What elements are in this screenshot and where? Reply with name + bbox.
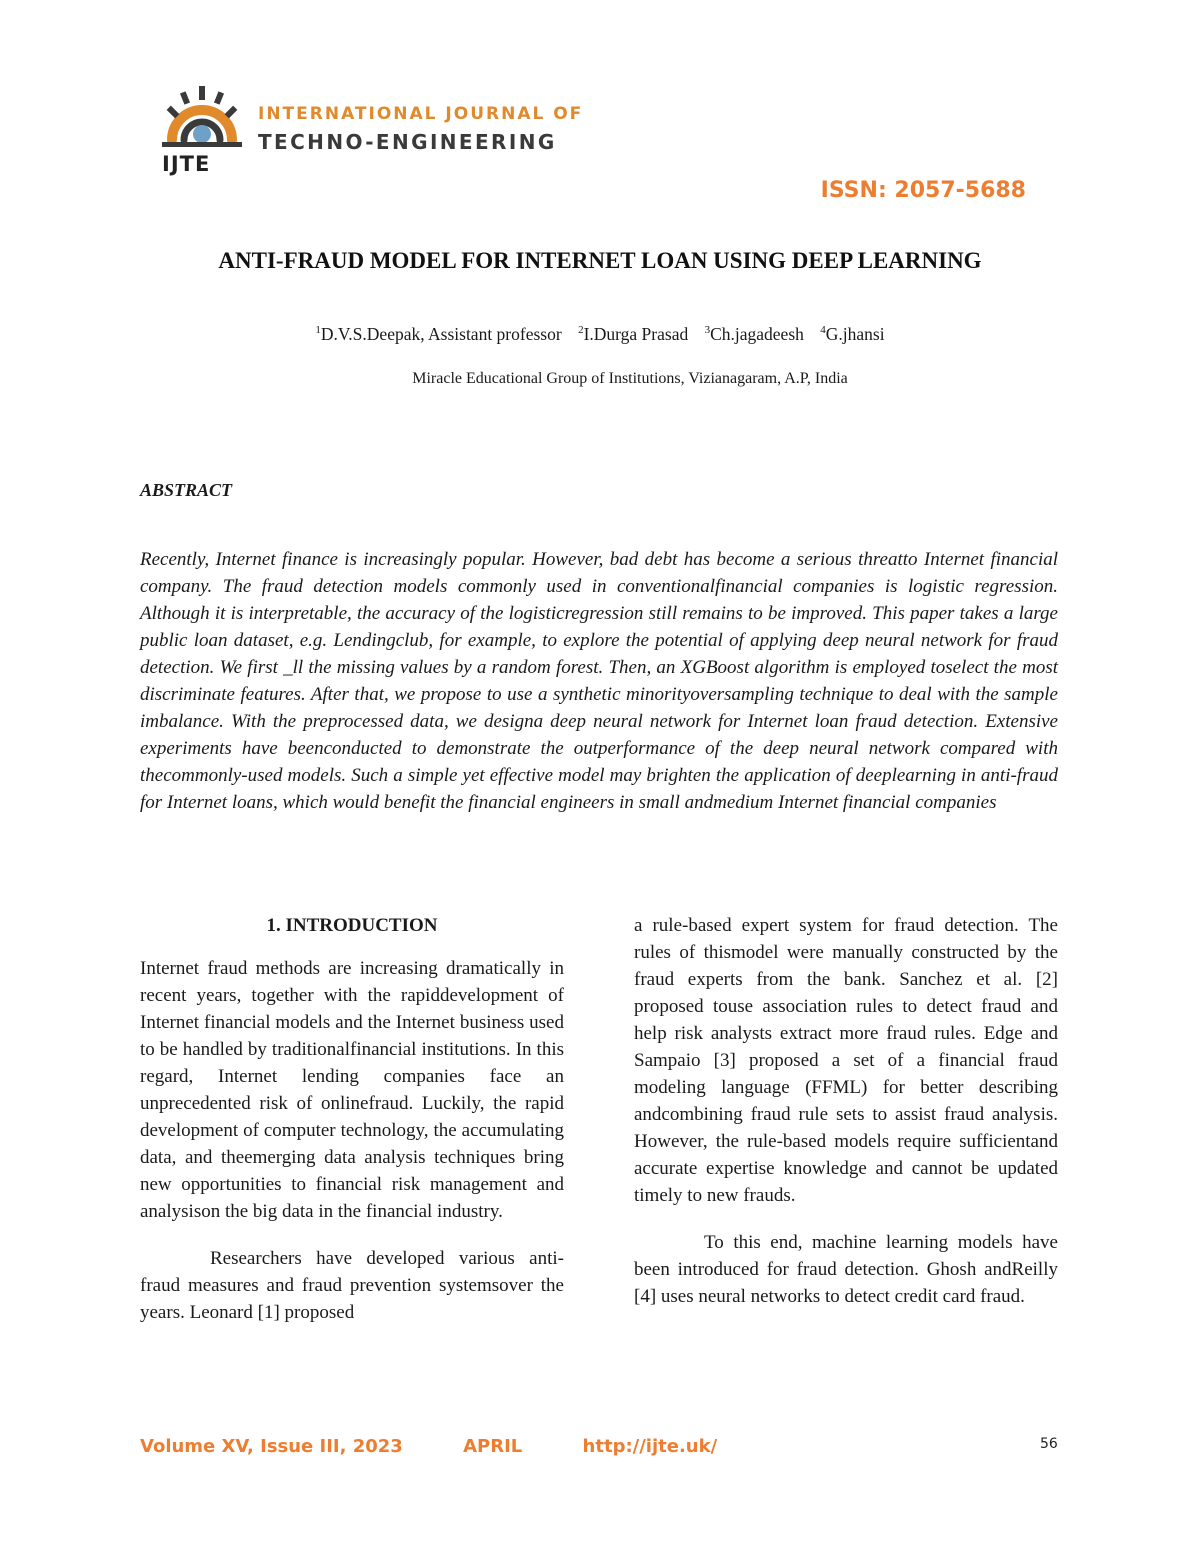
journal-logo: [150, 82, 590, 182]
author-4: $^4$G.jhansi: [820, 324, 885, 344]
paragraph: a rule-based expert system for fraud detection. The rules of thismodel were manually constructed by the fraud experts from the bank. Sanchez et al. [2] proposed touse association rules to detect fraud and help risk analysts extract more fraud rules. Edge and Sampaio [3] proposed a set of a financial fraud modeling language (FFML) for better describing andcombining fraud rule sets to assist fraud analysis. However, the rule-based models require sufficientand accurate expertise knowledge and cannot be updated timely to new frauds.: [634, 915, 1058, 1206]
paragraph: To this end, machine learning models have been introduced for fraud detection. Ghosh andReilly [4] uses neural networks to detect credit card fraud.: [634, 1232, 1058, 1307]
page-number: 56: [1040, 1436, 1058, 1452]
section-heading-introduction: 1. INTRODUCTION: [266, 915, 438, 936]
journal-name-line-1: INTERNATIONAL JOURNAL OF: [258, 104, 584, 124]
journal-abbreviation: IJTE: [162, 152, 211, 176]
author-list: [0, 324, 1200, 345]
paper-title: ANTI-FRAUD MODEL FOR INTERNET LOAN USING DEEP LEARNING: [218, 248, 982, 273]
journal-emblem-icon: [158, 82, 246, 152]
issn-label: ISSN: 2057-5688: [820, 178, 1026, 203]
author-1: $^1$D.V.S.Deepak, Assistant professor: [315, 324, 562, 344]
author-affiliation: Miracle Educational Group of Institutions, Vizianagaram, A.P, India: [412, 370, 848, 387]
body-column-right: [634, 912, 1058, 1310]
footer-month: APRIL: [463, 1436, 523, 1457]
author-3: $^3$Ch.jagadeesh: [704, 324, 804, 344]
journal-name-line-2: TECHNO-ENGINEERING: [258, 130, 557, 154]
footer-url-link[interactable]: http://ijte.uk/: [582, 1436, 718, 1457]
body-column-left: [140, 912, 564, 1326]
abstract-body: Recently, Internet finance is increasingly popular. However, bad debt has become a serious threatto Internet financial company. The fraud detection models commonly used in conventionalfinancial companies is logistic regression. Although it is interpretable, the accuracy of the logisticregression still remains to be improved. This paper takes a large public loan dataset, e.g. Lendingclub, for example, to explore the potential of applying deep neural network for fraud detection. We first _ll the missing values by a random forest. Then, an XGBoost algorithm is employed toselect the most discriminate features. After that, we propose to use a synthetic minorityoversampling technique to deal with the sample imbalance. With the preprocessed data, we designa deep neural network for Internet loan fraud detection. Extensive experiments have beenconducted to demonstrate the outperformance of the deep neural network compared with thecommonly-used models. Such a simple yet effective model may brighten the application of deeplearning in anti-fraud for Internet loans, which would benefit the financial engineers in small andmedium Internet financial companies: [140, 549, 1058, 813]
page-footer: [140, 1436, 717, 1457]
footer-volume: Volume XV, Issue III, 2023: [140, 1436, 403, 1457]
abstract-heading: ABSTRACT: [140, 480, 233, 500]
paragraph: Researchers have developed various anti-fraud measures and fraud prevention systemsover the years. Leonard [1] proposed: [140, 1248, 564, 1323]
paragraph: Internet fraud methods are increasing dramatically in recent years, together with the rapiddevelopment of Internet financial models and the Internet business used to be handled by traditionalfinancial institutions. In this regard, Internet lending companies face an unprecedented risk of onlinefraud. Luckily, the rapid development of computer technology, the accumulating data, and theemerging data analysis techniques bring new opportunities to financial risk management and analysison the big data in the financial industry.: [140, 958, 564, 1222]
author-2: $^2$I.Durga Prasad: [578, 324, 689, 344]
